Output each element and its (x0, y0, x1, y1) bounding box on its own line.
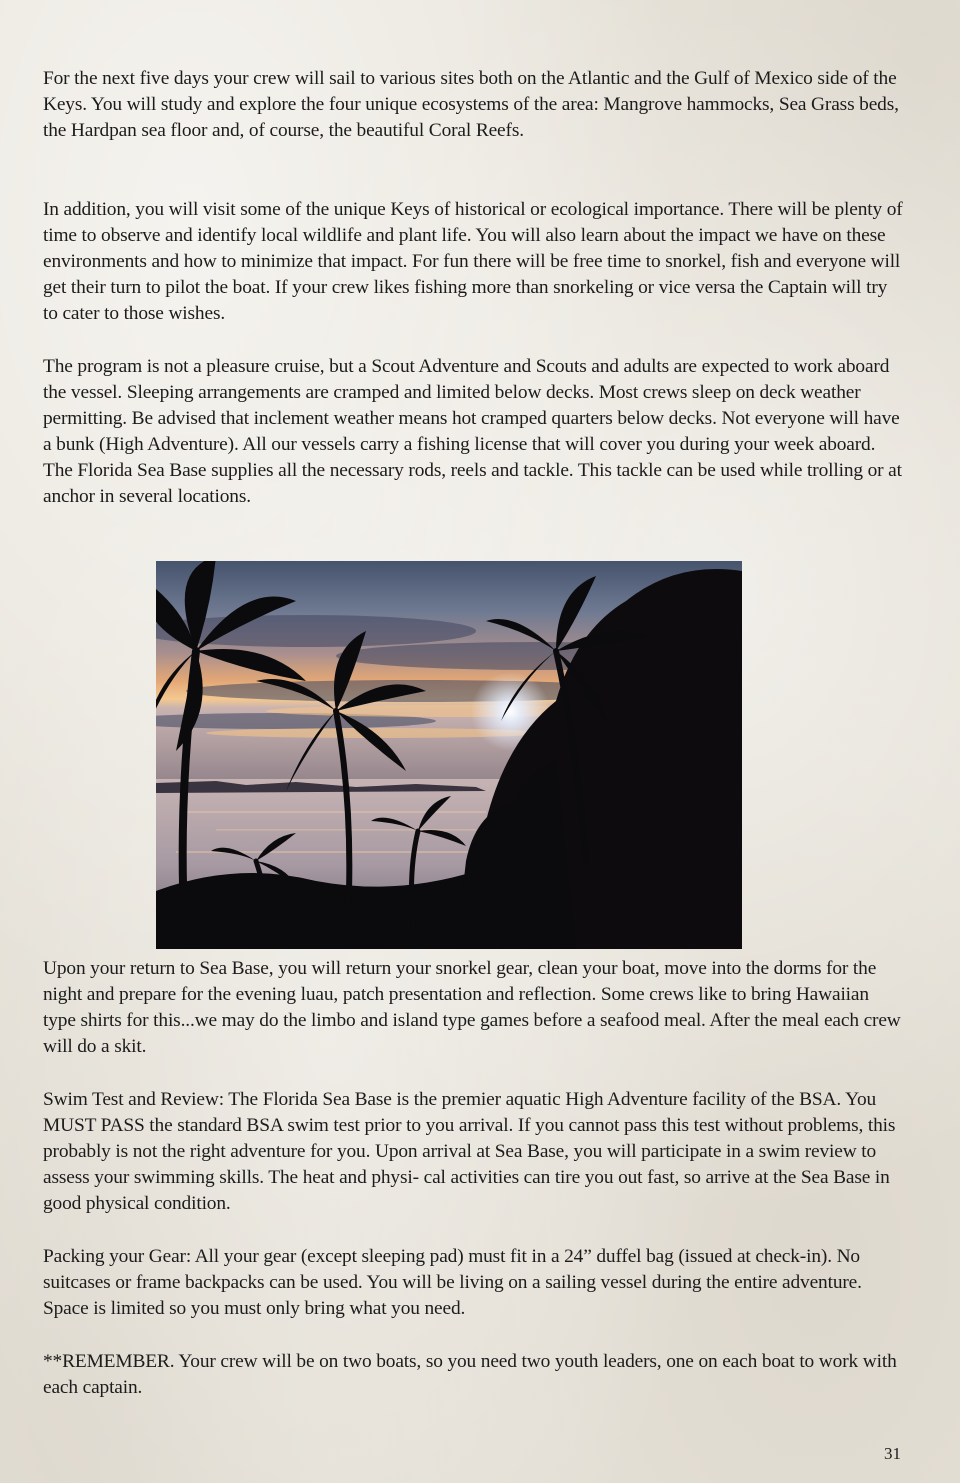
page-number: 31 (884, 1444, 901, 1463)
sunset-palm-trees-photo (156, 561, 742, 949)
paragraph-reminder: **REMEMBER. Your crew will be on two boats, so you need two youth leaders, one on each boat to work with each captain. (43, 1351, 897, 1399)
paragraph-swim-test: Swim Test and Review: The Florida Sea Base is the premier aquatic High Adventure facility of the BSA. You MUST PASS the standard BSA swim test prior to you arrival. If you cannot pass this test without problems, this probably is not the right adventure for you. Upon arrival at Sea Base, you will participate in a swim review to assess your swimming skills. The heat and physi- cal activities can tire you out fast, so arrive at the Sea Base in good physical condition. (43, 1089, 896, 1215)
paragraph-program-expectations: The program is not a pleasure cruise, but a Scout Adventure and Scouts and adults are expected to work aboard the vessel. Sleeping arrangements are cramped and limited below decks. Most crews sleep on deck weather permitting. Be advised that inclement weather means hot cramped quarters below decks. Not everyone will have a bunk (High Adventure). All our vessels carry a fishing license that will cover you during your week aboard. The Florida Sea Base supplies all the necessary rods, reels and tackle. This tackle can be used while trolling or at anchor in several locations. (43, 356, 902, 508)
paragraph-return-luau: Upon your return to Sea Base, you will return your snorkel gear, clean your boat, move into the dorms for the night and prepare for the evening luau, patch presentation and reflection. Some crews like to bring Hawaiian type shirts for this...we may do the limbo and island type games before a seafood meal. After the meal each crew will do a skit. (43, 958, 901, 1058)
paragraph-itinerary: For the next five days your crew will sail to various sites both on the Atlantic and the Gulf of Mexico side of the Keys. You will study and explore the four unique ecosystems of the area: Mangrove hammocks, Sea Grass beds, the Hardpan sea floor and, of course, the beautiful Coral Reefs. (43, 68, 899, 142)
photo-illustration (156, 561, 742, 949)
paragraph-activities: In addition, you will visit some of the unique Keys of historical or ecological importance. There will be plenty of time to observe and identify local wildlife and plant life. You will also learn about the impact we have on these environments and how to minimize that impact. For fun there will be free time to snorkel, fish and everyone will get their turn to pilot the boat. If your crew likes fishing more than snorkeling or vice versa the Captain will try to cater to those wishes. (43, 199, 903, 325)
paragraph-packing-gear: Packing your Gear: All your gear (except sleeping pad) must fit in a 24” duffel bag (issued at check-in). No suitcases or frame backpacks can be used. You will be living on a sailing vessel during the entire adventure. Space is limited so you must only bring what you need. (43, 1246, 862, 1320)
